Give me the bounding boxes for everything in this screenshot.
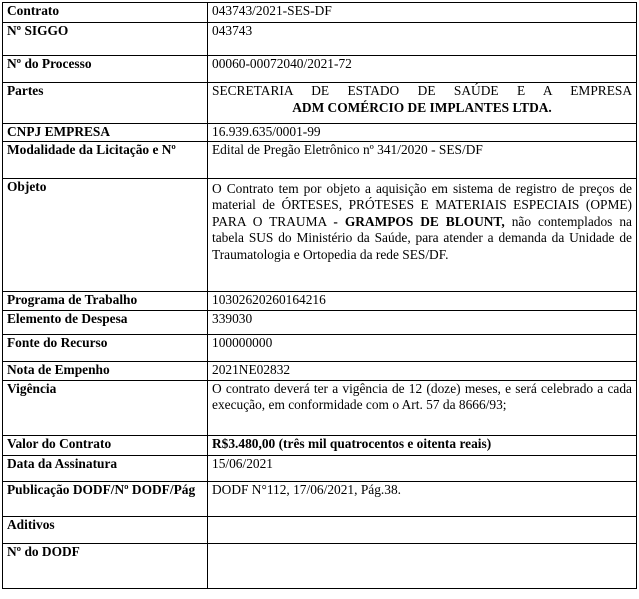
partes-line-2: ADM COMÉRCIO DE IMPLANTES LTDA.: [292, 99, 552, 115]
label-processo: Nº do Processo: [3, 56, 208, 83]
label-publicacao: Publicação DODF/Nº DODF/Pág: [3, 481, 208, 516]
row-objeto: [3, 178, 637, 291]
row-fonte: [3, 334, 637, 361]
objeto-text-2: não contemplados na tabela SUS do Ministério da Saúde, para atender a demanda da Unidade de Traumatologia e Ortopedia da rede SES/DF.: [212, 213, 632, 262]
row-publicacao: [3, 481, 637, 516]
label-modalidade: Modalidade da Licitação e Nº: [3, 141, 208, 178]
objeto-text-bold: - GRAMPOS DE BLOUNT,: [333, 213, 505, 229]
label-empenho: Nota de Empenho: [3, 361, 208, 380]
value-siggo: 043743: [208, 23, 637, 56]
row-cnpj: [3, 124, 637, 142]
value-vigencia: O contrato deverá ter a vigência de 12 (doze) meses, e será celebrado a cada execução, em conformidade com o Art. 57 da 8666/93;: [208, 380, 637, 435]
label-cnpj: CNPJ EMPRESA: [3, 124, 208, 142]
contract-table: [2, 2, 637, 589]
value-modalidade: Edital de Pregão Eletrônico nº 341/2020 - SES/DF: [208, 141, 637, 178]
value-cnpj: 16.939.635/0001-99: [208, 124, 637, 142]
row-contrato: [3, 3, 637, 23]
row-processo: [3, 56, 637, 83]
row-assinatura: [3, 455, 637, 481]
label-programa: Programa de Trabalho: [3, 291, 208, 310]
value-objeto: [208, 178, 637, 291]
value-elemento: 339030: [208, 310, 637, 334]
value-n-dodf: [208, 543, 637, 588]
objeto-text-1: O Contrato tem por objeto a aquisição em sistema de registro de preços de material de ÓRTESES, PRÓTESES E MATERIAIS ESPECIAIS (OPME) PARA O TRAUMA: [212, 180, 632, 229]
row-empenho: [3, 361, 637, 380]
value-processo: 00060-00072040/2021-72: [208, 56, 637, 83]
row-vigencia: [3, 380, 637, 435]
row-valor: [3, 435, 637, 455]
row-aditivos: [3, 516, 637, 543]
value-publicacao: DODF N°112, 17/06/2021, Pág.38.: [208, 481, 637, 516]
label-fonte: Fonte do Recurso: [3, 334, 208, 361]
partes-line-1: SECRETARIA DE ESTADO DE SAÚDE E A EMPRESA: [212, 83, 632, 98]
row-modalidade: [3, 141, 637, 178]
value-programa: 10302620260164216: [208, 291, 637, 310]
row-siggo: [3, 23, 637, 56]
row-n-dodf: [3, 543, 637, 588]
value-empenho: 2021NE02832: [208, 361, 637, 380]
label-objeto: Objeto: [3, 178, 208, 291]
value-fonte: 100000000: [208, 334, 637, 361]
value-valor: R$3.480,00 (três mil quatrocentos e oitenta reais): [208, 435, 637, 455]
value-partes: [208, 83, 637, 124]
value-assinatura: 15/06/2021: [208, 455, 637, 481]
label-aditivos: Aditivos: [3, 516, 208, 543]
label-siggo: Nº SIGGO: [3, 23, 208, 56]
row-programa: [3, 291, 637, 310]
value-aditivos: [208, 516, 637, 543]
label-contrato: Contrato: [3, 3, 208, 23]
label-n-dodf: Nº do DODF: [3, 543, 208, 588]
label-vigencia: Vigência: [3, 380, 208, 435]
row-elemento: [3, 310, 637, 334]
label-elemento: Elemento de Despesa: [3, 310, 208, 334]
row-partes: [3, 83, 637, 124]
label-partes: Partes: [3, 83, 208, 124]
value-contrato: 043743/2021-SES-DF: [208, 3, 637, 23]
label-assinatura: Data da Assinatura: [3, 455, 208, 481]
label-valor: Valor do Contrato: [3, 435, 208, 455]
